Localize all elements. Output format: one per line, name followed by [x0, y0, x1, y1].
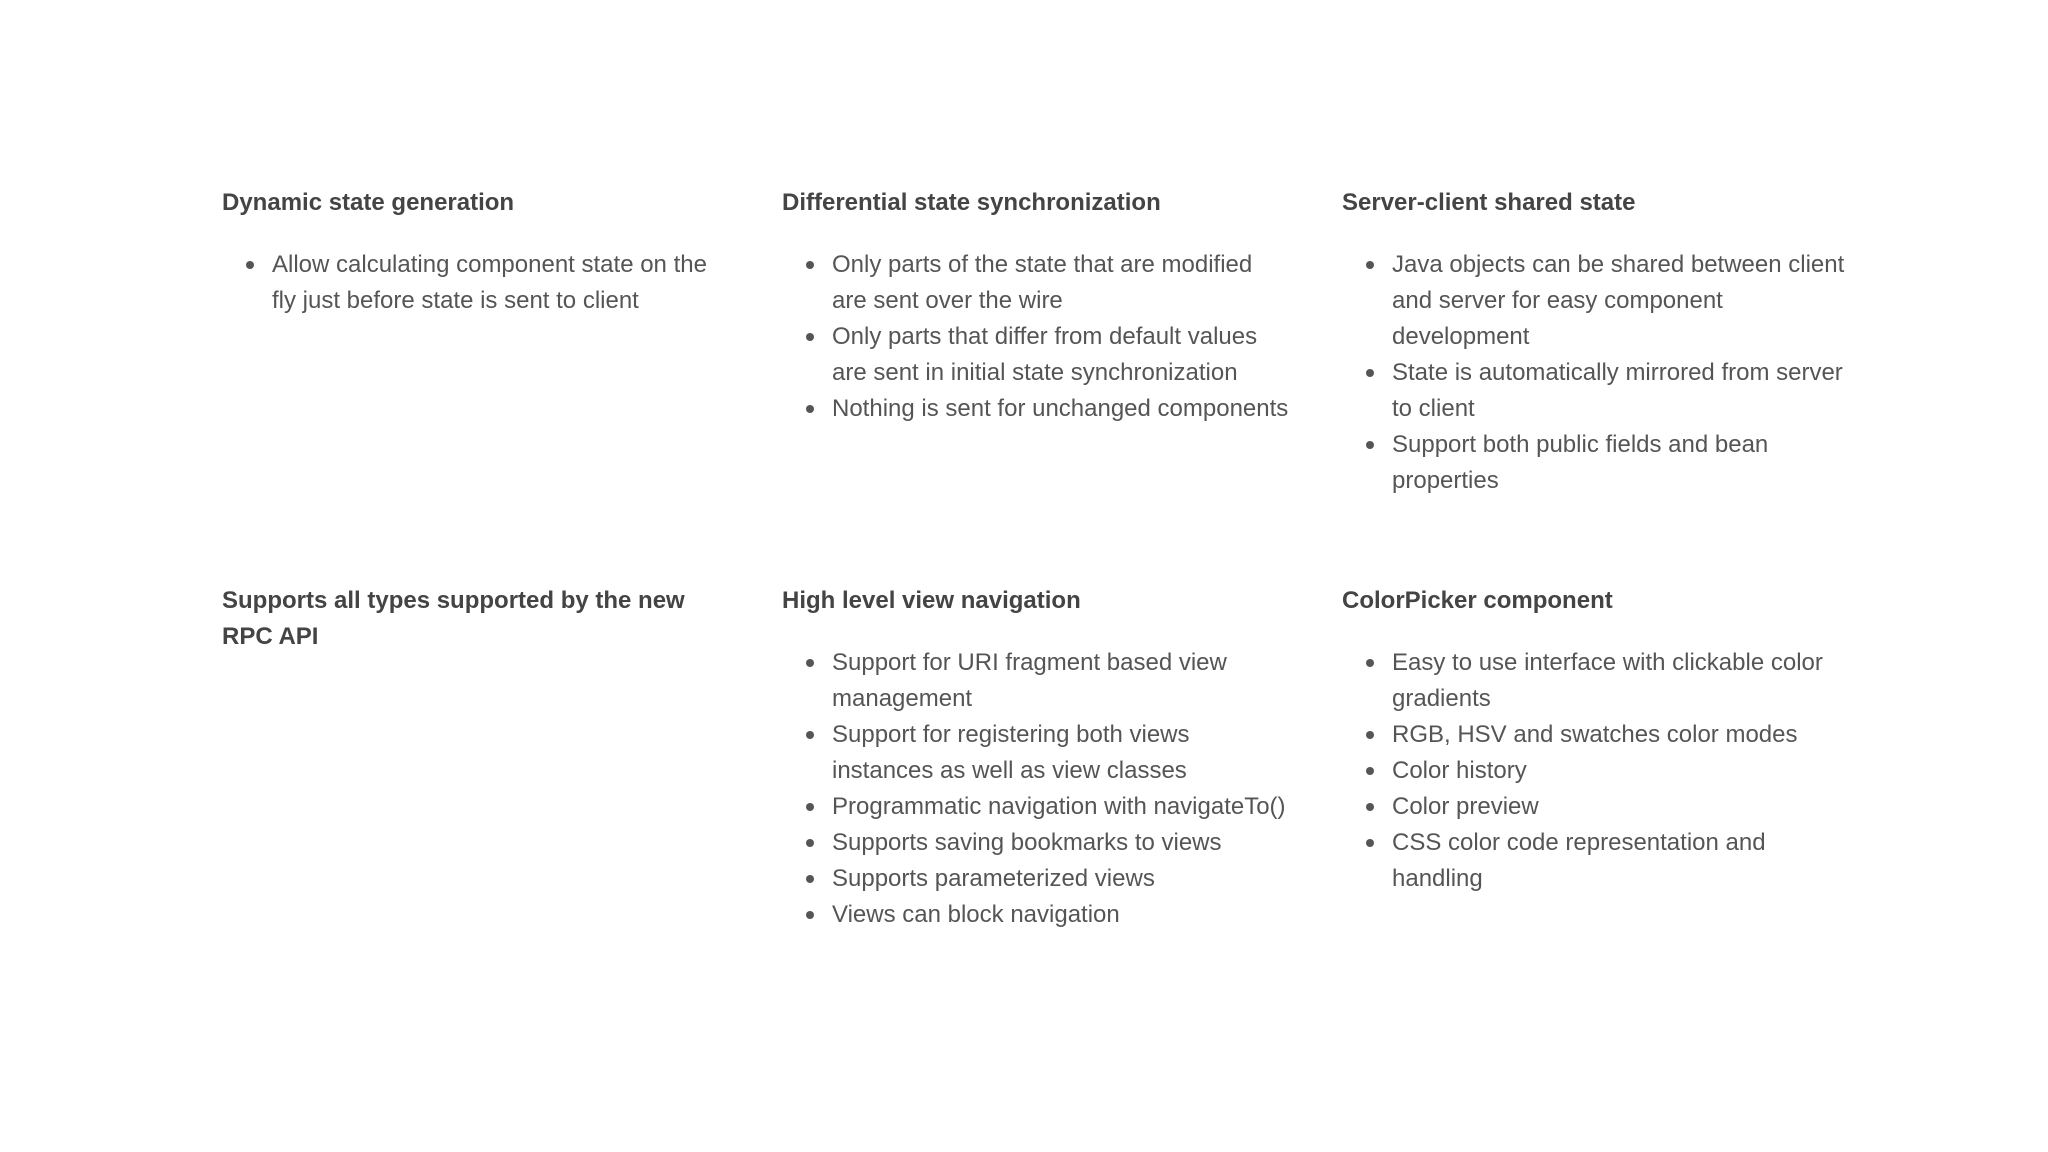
list-item: Views can block navigation — [832, 897, 1292, 933]
feature-title: High level view navigation — [782, 587, 1081, 614]
feature-server-client-shared-state — [1342, 185, 1852, 499]
feature-title: ColorPicker component — [1342, 587, 1613, 614]
list-item: Color preview — [1392, 789, 1852, 825]
list-item: Support both public fields and bean properties — [1392, 427, 1852, 499]
list-item: Programmatic navigation with navigateTo() — [832, 789, 1292, 825]
feature-title: Dynamic state generation — [222, 189, 515, 216]
list-item: State is automatically mirrored from server to client — [1392, 355, 1852, 427]
feature-list — [222, 247, 732, 319]
list-item: Support for URI fragment based view management — [832, 645, 1292, 717]
list-item: Only parts that differ from default values are sent in initial state synchronization — [832, 319, 1292, 391]
list-item: RGB, HSV and swatches color modes — [1392, 717, 1852, 753]
list-item: Easy to use interface with clickable color gradients — [1392, 645, 1852, 717]
feature-colorpicker — [1342, 583, 1852, 933]
list-item: Supports parameterized views — [832, 861, 1292, 897]
list-item: Java objects can be shared between client and server for easy component development — [1392, 247, 1852, 355]
feature-list — [1342, 645, 1852, 897]
feature-list — [782, 645, 1292, 933]
feature-title: Supports all types supported by the new RPC API — [222, 587, 685, 650]
list-item: Supports saving bookmarks to views — [832, 825, 1292, 861]
feature-title: Differential state synchronization — [782, 189, 1161, 216]
feature-title: Server-client shared state — [1342, 189, 1636, 216]
list-item: Support for registering both views instances as well as view classes — [832, 717, 1292, 789]
feature-differential-state-sync — [782, 185, 1292, 499]
list-item: Only parts of the state that are modified are sent over the wire — [832, 247, 1292, 319]
list-item: Color history — [1392, 753, 1852, 789]
feature-grid — [222, 185, 1902, 933]
list-item: Allow calculating component state on the fly just before state is sent to client — [272, 247, 732, 319]
list-item: Nothing is sent for unchanged components — [832, 391, 1292, 427]
feature-dynamic-state-generation — [222, 185, 732, 499]
feature-list — [1342, 247, 1852, 499]
feature-view-navigation — [782, 583, 1292, 933]
feature-list — [782, 247, 1292, 427]
list-item: CSS color code representation and handling — [1392, 825, 1852, 897]
feature-rpc-types — [222, 583, 732, 933]
